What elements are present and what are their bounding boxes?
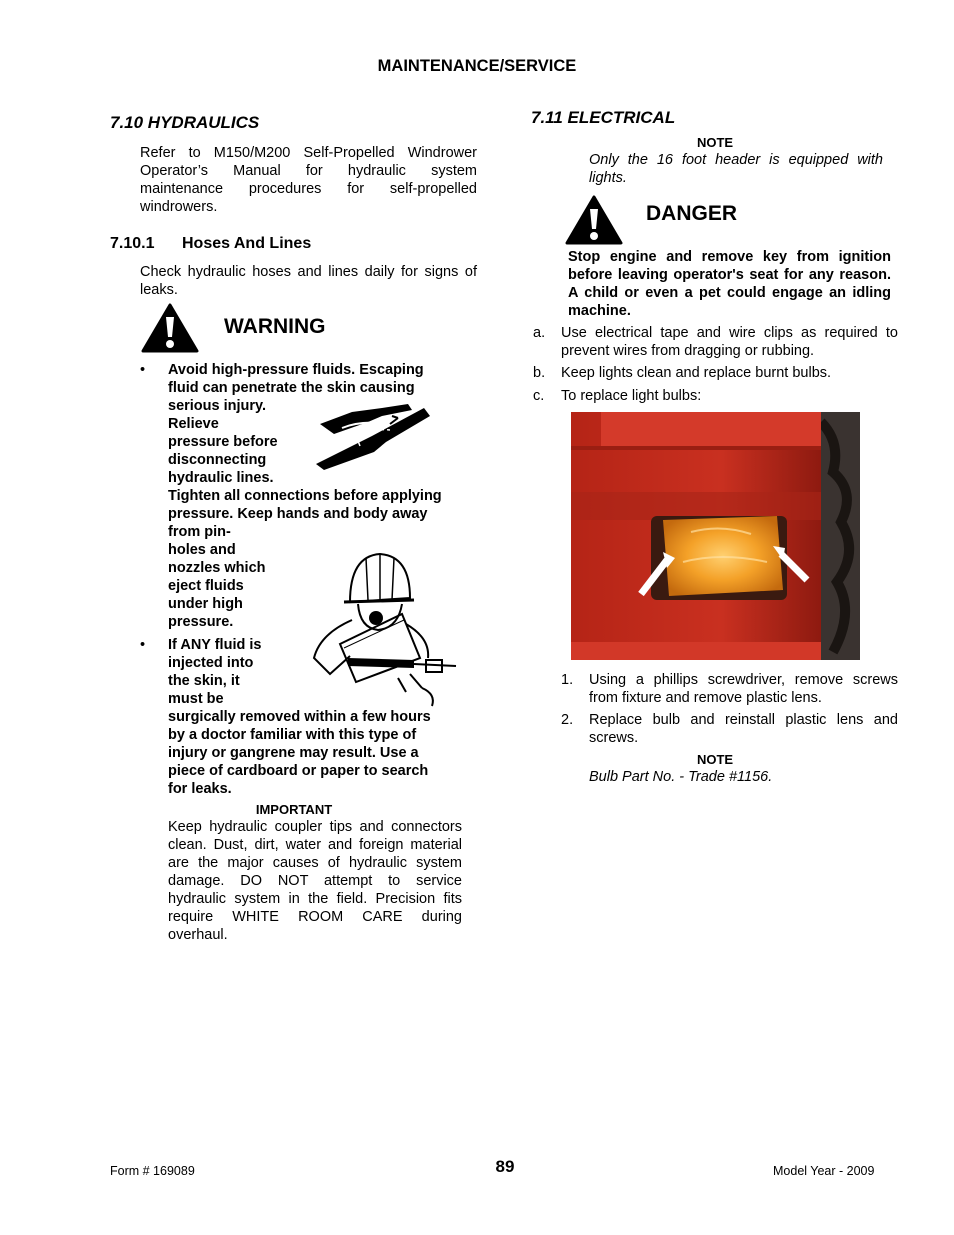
list-item bbox=[533, 387, 898, 405]
list-marker: c. bbox=[533, 388, 545, 404]
step-item bbox=[561, 711, 898, 747]
warning-line: Relieve bbox=[168, 416, 219, 432]
list-item bbox=[533, 364, 898, 382]
page-header: MAINTENANCE/SERVICE bbox=[377, 57, 577, 75]
warning-triangle-icon bbox=[141, 303, 199, 353]
list-item-text: Use electrical tape and wire clips as required to prevent wires from dragging or rubbing. bbox=[561, 325, 898, 359]
note-label: NOTE bbox=[696, 135, 734, 150]
warning-line: must be bbox=[168, 691, 224, 707]
subsection-number: 7.10.1 bbox=[110, 235, 155, 252]
section-heading-electrical: 7.11 ELECTRICAL bbox=[531, 108, 676, 127]
warning-line: pressure before bbox=[168, 434, 278, 450]
warning-line: for leaks. bbox=[168, 781, 232, 797]
step-marker: 1. bbox=[561, 672, 574, 688]
bullet-dot: • bbox=[140, 637, 146, 653]
warning-line: injury or gangrene may result. Use a bbox=[168, 745, 419, 761]
note-label: NOTE bbox=[696, 752, 734, 767]
warning-line: surgically removed within a few hours bbox=[168, 709, 431, 725]
tail-light-photo bbox=[571, 412, 860, 660]
step-text: Replace bulb and reinstall plastic lens and screws. bbox=[589, 712, 898, 746]
warning-line: fluid can penetrate the skin causing bbox=[168, 380, 415, 396]
list-item bbox=[533, 324, 898, 360]
page-number: 89 bbox=[495, 1157, 515, 1176]
important-label: IMPORTANT bbox=[255, 802, 333, 817]
warning-line: under high bbox=[168, 596, 243, 612]
step-marker: 2. bbox=[561, 712, 574, 728]
warning-line: If ANY fluid is bbox=[168, 637, 262, 653]
list-item-text: Keep lights clean and replace burnt bulbs. bbox=[561, 365, 832, 381]
warning-line: holes and bbox=[168, 542, 236, 558]
subsection-title: Hoses And Lines bbox=[182, 235, 312, 252]
important-text: Keep hydraulic coupler tips and connectors clean. Dust, dirt, water and foreign material are the major causes of hydraulic system damage. DO NOT attempt to service hydraulic system in the field. Precision fits require WHITE ROOM CARE during overhaul. bbox=[168, 819, 462, 943]
danger-title: DANGER bbox=[646, 202, 738, 225]
danger-text: Stop engine and remove key from ignition before leaving operator's seat for any reason. A child or even a pet could engage an idling machine. bbox=[568, 249, 891, 319]
note-text: Only the 16 foot header is equipped with lights. bbox=[589, 152, 883, 186]
warning-line: disconnecting bbox=[168, 452, 267, 468]
warning-line: pressure. bbox=[168, 614, 234, 630]
warning-line: Avoid high-pressure fluids. Escaping bbox=[168, 362, 424, 378]
warning-line: Tighten all connections before applying bbox=[168, 488, 442, 504]
bullet-dot: • bbox=[140, 362, 146, 378]
warning-line: the skin, it bbox=[168, 673, 240, 689]
warning-line: pressure. Keep hands and body away bbox=[168, 506, 428, 522]
warning-line: nozzles which bbox=[168, 560, 266, 576]
step-item bbox=[561, 671, 898, 707]
hydraulics-intro: Refer to M150/M200 Self-Propelled Windrower Operator’s Manual for hydraulic system maintenance procedures for self-propelled windrowers. bbox=[140, 145, 477, 215]
warning-line: eject fluids bbox=[168, 578, 244, 594]
list-item-text: To replace light bulbs: bbox=[561, 388, 702, 404]
warning-title: WARNING bbox=[224, 315, 326, 338]
footer-model-year: Model Year - 2009 bbox=[773, 1164, 875, 1178]
hand-fluid-injection-illustration bbox=[312, 402, 436, 470]
danger-triangle-icon bbox=[565, 195, 623, 245]
warning-line: piece of cardboard or paper to search bbox=[168, 763, 429, 779]
check-hoses-text: Check hydraulic hoses and lines daily for signs of leaks. bbox=[140, 264, 477, 298]
footer-form-number: Form # 169089 bbox=[110, 1164, 195, 1178]
warning-line: injected into bbox=[168, 655, 254, 671]
step-text: Using a phillips screwdriver, remove screws from fixture and remove plastic lens. bbox=[589, 672, 898, 706]
section-heading-hydraulics: 7.10 HYDRAULICS bbox=[110, 113, 260, 132]
note-text: Bulb Part No. - Trade #1156. bbox=[589, 769, 773, 785]
list-marker: b. bbox=[533, 365, 546, 381]
warning-bullet-2 bbox=[168, 636, 470, 798]
warning-line: serious injury. bbox=[168, 398, 267, 414]
list-marker: a. bbox=[533, 325, 546, 341]
warning-line: hydraulic lines. bbox=[168, 470, 274, 486]
warning-line: from pin- bbox=[168, 524, 231, 540]
warning-line: by a doctor familiar with this type of bbox=[168, 727, 417, 743]
